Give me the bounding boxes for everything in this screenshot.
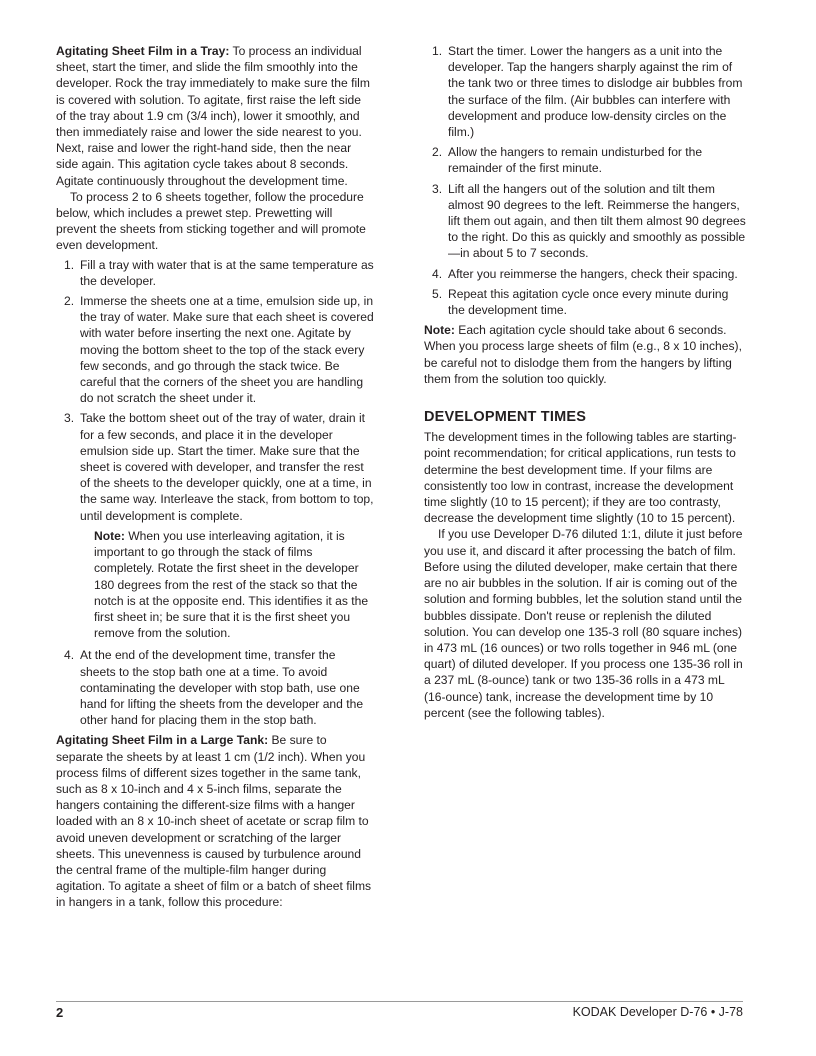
step-text: At the end of the development time, transfer the sheets to the stop bath one at a time. To avoid contaminating the developer with stop bath, use one hand for lifting the sheets from the developer and the other hand for placing them in the stop bath. — [80, 648, 364, 728]
section-heading: DEVELOPMENT TIMES — [424, 409, 587, 426]
step-text: Lift all the hangers out of the solution and tilt them almost 90 degrees to the left. Reimmerse the hangers, lift them out again, and then tilt them almost 90 degrees to the right. Do this as quickly and smoothly as possible—in about 5 to 7 seconds. — [448, 181, 746, 261]
list-item — [56, 257, 374, 289]
tray-steps-list-cont — [56, 647, 374, 728]
step-text: Take the bottom sheet out of the tray of water, drain it for a few seconds, and place it in the developer emulsion side up. Start the timer. Make sure that the sheet is covered with developer, and transfer the rest of the sheets to the developer quickly, one at a time, in the same way. Interleave the stack, from bottom to top, until development is complete. — [80, 411, 374, 523]
step-text: Repeat this agitation cycle once every minute during the development time. — [448, 286, 729, 318]
step-text: Start the timer. Lower the hangers as a unit into the developer. Tap the hangers sharply against the rim of the tank two or three times to dislodge air bubbles from the surface of the film. (Air bubbles can interfere with development and produce low-density circles on the film.) — [448, 44, 743, 140]
list-item — [56, 293, 374, 406]
right-column — [424, 43, 746, 721]
tray-lead: Agitating Sheet Film in a Tray: — [56, 44, 230, 58]
list-item — [56, 647, 374, 728]
list-item — [424, 43, 746, 140]
tank-paragraph — [56, 732, 374, 910]
process-paragraph: To process 2 to 6 sheets together, follow the procedure below, which includes a prewet step. Prewetting will prevent the sheets from sticking together and will promote even development. — [56, 189, 366, 253]
step-number: 4. — [432, 266, 443, 281]
page-number: 2 — [56, 1005, 64, 1020]
left-column — [56, 43, 374, 911]
step-number: 1. — [64, 257, 75, 272]
tray-text: To process an individual sheet, start the timer, and slide the film smoothly into the developer. Rock the tray immediately to make sure the film is covered with solution. To agitate, first raise the left side of the tray about 1.9 cm (3/4 inch), lower it smoothly, and then immediately raise and lower the side nearest to you. Next, raise and lower the right-hand side, then the near side again. This agitation cycle takes about 8 seconds. Agitate continuously throughout the development time. — [56, 44, 370, 188]
list-item — [56, 410, 374, 523]
list-item — [424, 181, 746, 262]
step-text: Fill a tray with water that is at the same temperature as the developer. — [80, 257, 374, 288]
step-number: 4. — [64, 648, 75, 663]
step-text: Allow the hangers to remain undisturbed for the remainder of the first minute. — [448, 145, 703, 176]
list-item — [424, 266, 746, 282]
step-text: After you reimmerse the hangers, check their spacing. — [448, 266, 738, 281]
interleaving-note — [94, 528, 374, 641]
step-number: 1. — [432, 44, 443, 58]
note-lead: Note: — [424, 323, 455, 338]
step-number: 3. — [64, 411, 75, 426]
list-item — [424, 286, 746, 318]
tank-text: Be sure to separate the sheets by at least 1 cm (1/2 inch). When you process films of different sizes together in the same tank, such as 8 x 10-inch and 4 x 5-inch films, separate the hangers containing the different-size films with a hanger loaded with an 8 x 10-inch sheet of acetate or scrap film to avoid uneven development or scratching of the larger sheets. This unevenness is caused by turbulence around the central frame of the multiple-film hanger during agitation. To agitate a sheet of film or a batch of sheet films in hangers in a tank, follow this procedure: — [56, 733, 372, 910]
note-text: Each agitation cycle should take about 6 seconds. When you process large sheets of film (e.g., 8 x 10 inches), be careful not to dislodge them from the hangers by lifting them from the solution too quickly. — [424, 323, 742, 386]
document-title: KODAK Developer D-76 • J-78 — [572, 1005, 743, 1019]
tray-steps-list — [56, 257, 374, 524]
note-text: When you use interleaving agitation, it is important to go through the stack of films completely. Rotate the first sheet in the developer 180 degrees from the rest of the stack so that the notch is at the opposite end. This identifies it as the first sheet in; be sure that it is the first sheet you remove from the solution. — [94, 528, 369, 641]
footer-divider — [56, 1001, 743, 1002]
step-number: 3. — [432, 181, 443, 196]
tank-steps-list — [424, 43, 746, 318]
list-item — [424, 144, 746, 176]
step-number: 5. — [432, 286, 443, 301]
step-number: 2. — [64, 294, 75, 309]
tank-lead: Agitating Sheet Film in a Large Tank: — [56, 733, 269, 748]
tank-note — [424, 322, 746, 387]
note-lead: Note: — [94, 528, 125, 543]
development-paragraph-2: If you use Developer D-76 diluted 1:1, dilute it just before you use it, and discard it after processing the batch of film. Before using the diluted developer, make certain that there are no air bubbles in the solution. If air is coming out of the solution and forming bubbles, let the solution stand until the bubbles dissipate. Don't reuse or replenish the diluted solution. You can develop one 135-3 roll (80 square inches) in 473 mL (16 ounces) or two rolls together in 946 mL (one quart) of diluted developer. If you process one 135-36 roll in a 237 mL (8-ounce) tank or two 135-36 rolls in a 473 mL (16-ounce) tank, increase the development time by 10 percent (see the following tables). — [424, 527, 743, 720]
step-number: 2. — [432, 145, 443, 160]
development-paragraph-1: The development times in the following tables are starting-point recommendation; for critical applications, run tests to determine the best development time. If your films are consistently too low in contrast, increase the development time slightly (10 to 15 percent); if they are too contrasty, decrease the development time slightly (10 to 15 percent). — [424, 430, 737, 526]
tray-paragraph — [56, 43, 374, 189]
step-text: Immerse the sheets one at a time, emulsion side up, in the tray of water. Make sure that each sheet is covered with water before inserting the next one. Agitate by moving the bottom sheet to the top of the stack every few seconds, and go through the stack twice. Be careful that the corners of the sheet you are handling do not scratch the sheet under it. — [80, 294, 374, 406]
